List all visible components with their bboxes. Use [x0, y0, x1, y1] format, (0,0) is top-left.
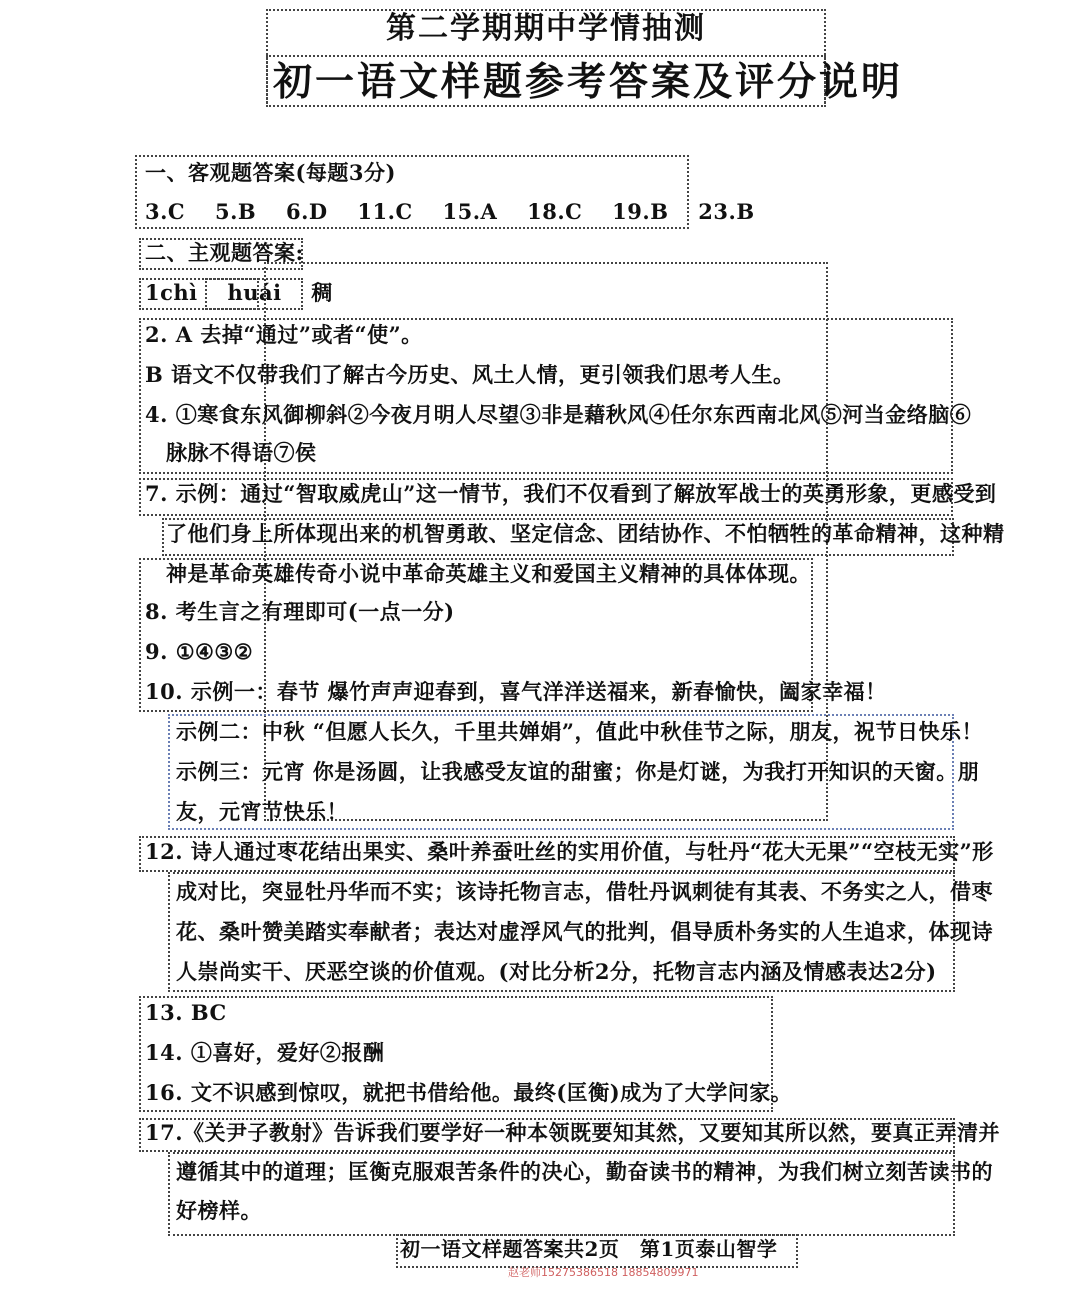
- q10-answer-line2: 示例二：中秋 “但愿人长久，千里共婵娟”，值此中秋佳节之际，朋友，祝节日快乐！: [176, 719, 983, 744]
- q2a-answer: 2. A 去掉“通过”或者“使”。: [145, 322, 423, 347]
- q2b-answer: B 语文不仅带我们了解古今历史、风土人情，更引领我们思考人生。: [145, 362, 795, 387]
- q7-answer-line1: 7. 示例：通过“智取威虎山”这一情节，我们不仅看到了解放军战士的英勇形象，更感受到: [145, 481, 997, 506]
- objective-heading: 一、客观题答案(每题3分): [145, 160, 396, 185]
- q12-answer-line3: 花、桑叶赞美踏实奉献者；表达对虚浮风气的批判，倡导质朴务实的人生追求，体现诗: [176, 919, 993, 944]
- page-footer: 初一语文样题答案共2页 第1页泰山智学: [400, 1237, 778, 1261]
- answer-item: 15.A: [442, 199, 498, 224]
- q7-answer-line2: 了他们身上所体现出来的机智勇敢、坚定信念、团结协作、不怕牺牲的革命精神，这种精: [166, 521, 1005, 546]
- q1-char: 稠: [311, 280, 333, 305]
- q14-answer: 14. ①喜好，爱好②报酬: [145, 1040, 385, 1065]
- q10-answer-line4: 友，元宵节快乐！: [176, 799, 348, 824]
- answer-item: 23.B: [698, 199, 755, 224]
- q4-answer-line2: 脉脉不得语⑦侯: [166, 440, 317, 465]
- q13-answer: 13. BC: [145, 1000, 227, 1025]
- q1-pinyin-2: huái: [227, 280, 282, 305]
- page-title: 第二学期期中学情抽测: [386, 11, 706, 46]
- q10-answer-line1: 10. 示例一：春节 爆竹声声迎春到，喜气洋洋送福来，新春愉快，阖家幸福！: [145, 679, 887, 704]
- q1-answer: [145, 278, 333, 308]
- q12-answer-line2: 成对比，突显牡丹华而不实；该诗托物言志，借牡丹讽刺徒有其表、不务实之人，借枣: [176, 879, 993, 904]
- q17-answer-line1: 17.《关尹子教射》告诉我们要学好一种本领既要知其然，又要知其所以然，要真正弄清并: [145, 1120, 1001, 1145]
- q1-pinyin-1: 1chì: [145, 280, 198, 305]
- contact-watermark: 赵老师15275386518 18854809971: [508, 1266, 699, 1279]
- q16-answer: 16. 文不识感到惊叹，就把书借给他。最终(匡衡)成为了大学问家。: [145, 1080, 793, 1105]
- answer-item: 18.C: [527, 199, 583, 224]
- q12-answer-line4: 人崇尚实干、厌恶空谈的价值观。(对比分析2分，托物言志内涵及情感表达2分): [176, 959, 937, 984]
- subjective-heading: 二、主观题答案:: [145, 240, 304, 265]
- q8-answer: 8. 考生言之有理即可(一点一分): [145, 599, 455, 624]
- answer-item: 6.D: [285, 199, 328, 224]
- answer-item: 5.B: [214, 199, 257, 224]
- q12-answer-line1: 12. 诗人通过枣花结出果实、桑叶养蚕吐丝的实用价值，与牡丹“花大无果”“空枝无实”形: [145, 839, 994, 864]
- answer-item: 3.C: [145, 199, 186, 224]
- q17-answer-line3: 好榜样。: [176, 1198, 262, 1223]
- q9-answer: 9. ①④③②: [145, 639, 254, 664]
- q4-answer-line1: 4. ①寒食东风御柳斜②今夜月明人尽望③非是藉秋风④任尔东西南北风⑤河当金络脑⑥: [145, 402, 972, 427]
- answer-item: 19.B: [612, 199, 669, 224]
- q17-answer-line2: 遵循其中的道理；匡衡克服艰苦条件的决心，勤奋读书的精神，为我们树立刻苦读书的: [176, 1159, 993, 1184]
- q10-answer-line3: 示例三：元宵 你是汤圆，让我感受友谊的甜蜜；你是灯谜，为我打开知识的天窗。朋: [176, 759, 980, 784]
- q7-answer-line3: 神是革命英雄传奇小说中革命英雄主义和爱国主义精神的具体体现。: [166, 561, 811, 586]
- page-subtitle: 初一语文样题参考答案及评分说明: [273, 59, 904, 105]
- answer-item: 11.C: [357, 199, 413, 224]
- objective-answers: [145, 197, 755, 227]
